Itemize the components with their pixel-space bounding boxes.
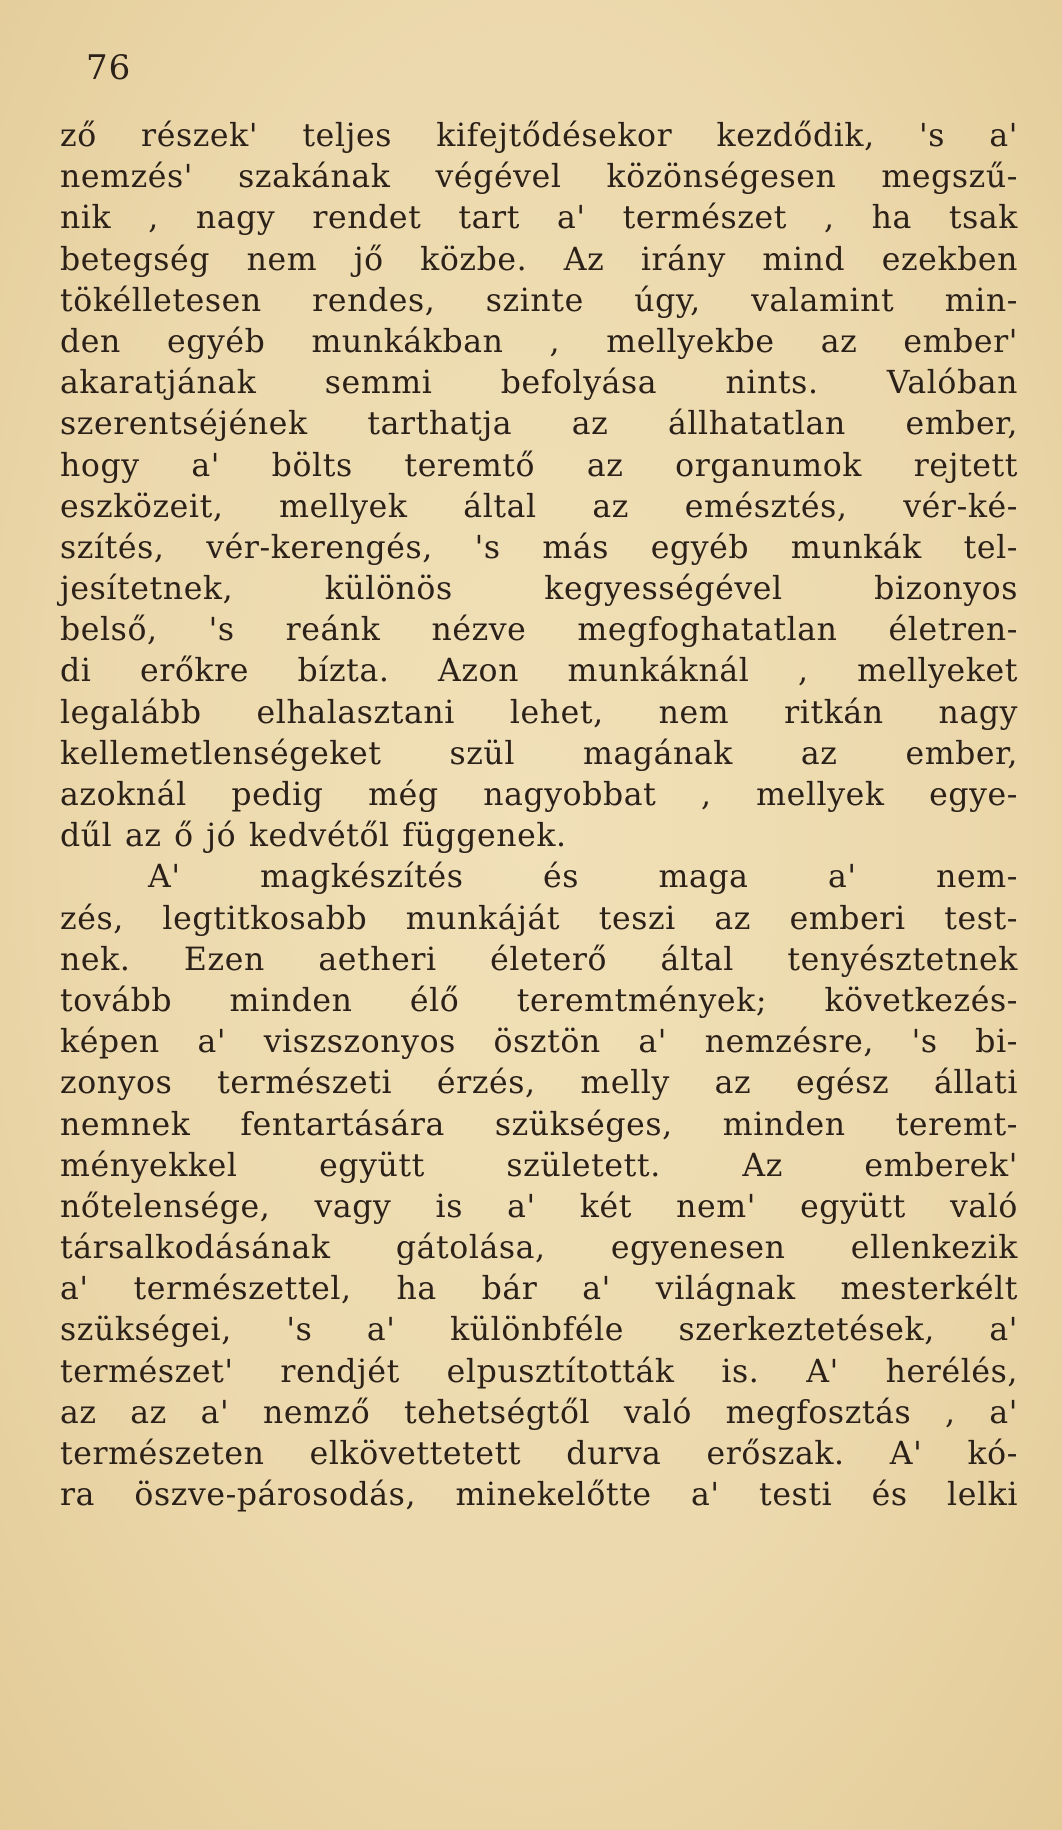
text-line: belső, 's reánk nézve megfoghatatlan életren-	[60, 612, 1018, 649]
text-line: természet' rendjét elpusztították is. A' herélés,	[60, 1353, 1018, 1390]
text-line: di erőkre bízta. Azon munkáknál , mellyeket	[60, 653, 1018, 690]
text-line: az az a' nemző tehetségtől való megfosztás , a'	[60, 1394, 1018, 1431]
text-line: nemnek fentartására szükséges, minden teremt-	[60, 1106, 1018, 1143]
text-line: dűl az ő jó kedvétől függenek.	[60, 818, 567, 855]
text-line: akaratjának semmi befolyása nints. Valóban	[60, 365, 1018, 402]
text-line: legalább elhalasztani lehet, nem ritkán nagy	[60, 694, 1018, 731]
body-text	[60, 116, 1018, 1516]
text-line: tovább minden élő teremtmények; következés-	[60, 982, 1018, 1019]
text-line: betegség nem jő közbe. Az irány mind ezekben	[60, 241, 1018, 278]
text-line: nek. Ezen aetheri életerő által tenyésztetnek	[60, 941, 1018, 978]
text-line: nik , nagy rendet tart a' természet , ha tsak	[60, 200, 1018, 237]
text-line: tökélletesen rendes, szinte úgy, valamint min-	[60, 282, 1018, 319]
text-line: hogy a' bölts teremtő az organumok rejtett	[60, 447, 1018, 484]
text-line: képen a' viszszonyos ösztön a' nemzésre, 's bi-	[60, 1024, 1018, 1061]
text-line: természeten elkövettetett durva erőszak. A' kó-	[60, 1436, 1018, 1472]
page-number: 76	[86, 48, 132, 88]
text-line: kellemetlenségeket szül magának az ember,	[60, 735, 1018, 772]
text-line: ményekkel együtt született. Az emberek'	[60, 1147, 1018, 1184]
text-line: jesítetnek, különös kegyességével bizonyos	[60, 571, 1018, 608]
text-line: nőtelensége, vagy is a' két nem' együtt való	[60, 1188, 1018, 1225]
text-line: a' természettel, ha bár a' világnak mesterkélt	[60, 1271, 1018, 1308]
text-line: nemzés' szakának végével közönségesen megszű-	[60, 159, 1018, 196]
text-line: szükségei, 's a' különbféle szerkeztetések, a'	[60, 1312, 1018, 1349]
paragraph-start-line: A' magkészítés és maga a' nem-	[148, 859, 1018, 896]
text-line: szítés, vér-kerengés, 's más egyéb munkák tel-	[60, 529, 1018, 566]
text-line: szerentséjének tarthatja az állhatatlan ember,	[60, 406, 1018, 443]
text-line: eszközeit, mellyek által az emésztés, vér-ké-	[60, 488, 1018, 525]
text-line: társalkodásának gátolása, egyenesen ellenkezik	[60, 1230, 1018, 1267]
text-line: zonyos természeti érzés, melly az egész állati	[60, 1065, 1018, 1102]
text-line: den egyéb munkákban , mellyekbe az ember'	[60, 323, 1018, 360]
text-line: ra öszve-párosodás, minekelőtte a' testi és lelki	[60, 1477, 1018, 1514]
text-line: zés, legtitkosabb munkáját teszi az emberi test-	[60, 900, 1018, 937]
text-line: azoknál pedig még nagyobbat , mellyek egye-	[60, 777, 1018, 813]
text-line: ző részek' teljes kifejtődésekor kezdődik, 's a'	[60, 118, 1018, 154]
